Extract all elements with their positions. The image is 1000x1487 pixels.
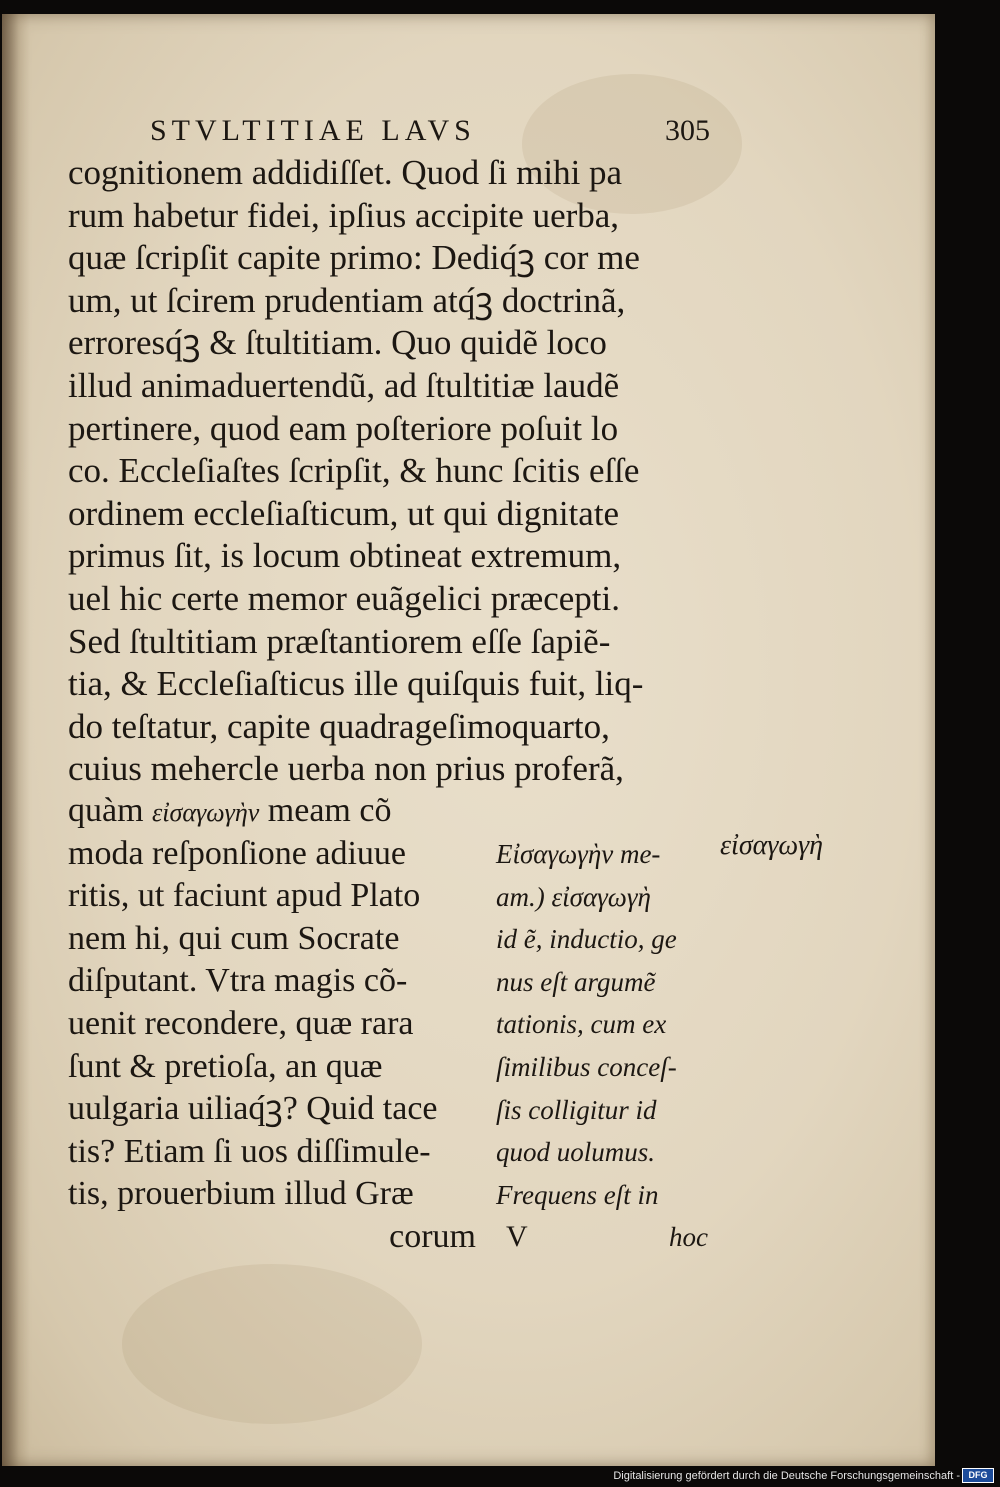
gloss-line: Εἰσαγωγὴν me- xyxy=(496,839,661,869)
gloss-line: am.) εἰσαγωγὴ xyxy=(496,881,651,912)
text-line: erroresq́ꝫ & ſtultitiam. Quo quidẽ loco xyxy=(68,323,607,363)
text-fragment: quàm xyxy=(68,792,153,829)
text-line: Sed ſtultitiam præſtantiorem eſſe ſapiẽ- xyxy=(68,621,611,661)
catchword-line: corum xyxy=(389,1217,476,1255)
text-line: diſputant. Vtra magis cõ- xyxy=(68,962,408,1000)
text-line: uenit recondere, quæ rara xyxy=(68,1004,414,1042)
left-text-column xyxy=(68,790,488,1259)
text-line: co. Eccleſiaſtes ſcripſit, & hunc ſcitis eſſe xyxy=(68,451,640,491)
text-line: uulgaria uiliaq́ꝫ? Quid tace xyxy=(68,1090,438,1128)
running-head-title: STVLTITIAE LAVS xyxy=(150,114,476,147)
text-fragment: meam cõ xyxy=(259,792,392,829)
text-line: ſunt & pretioſa, an quæ xyxy=(68,1047,383,1085)
gloss-line: id ẽ, inductio, ge xyxy=(496,924,677,955)
text-line: tis? Etiam ſi uos diſſimule- xyxy=(68,1132,431,1170)
gloss-catchword: hoc xyxy=(669,1222,708,1253)
text-line: quæ ſcripſit capite primo: Dediq́ꝫ cor me xyxy=(68,238,640,278)
text-line: primus ſit, is locum obtineat extremum, xyxy=(68,536,622,576)
text-line: pertinere, quod eam poſteriore poſuit lo xyxy=(68,408,619,448)
gloss-line: nus eſt argumẽ xyxy=(496,966,656,997)
running-head xyxy=(150,114,710,154)
text-line: ordinem eccleſiaſticum, ut qui dignitate xyxy=(68,493,620,533)
text-line: do teſtatur, capite quadrageſimoquarto, xyxy=(68,706,610,746)
gloss-line: ſimilibus conceſ- xyxy=(496,1051,677,1082)
text-line: nem hi, qui cum Socrate xyxy=(68,919,400,957)
text-line: illud animaduertendũ, ad ſtultitiæ laudẽ xyxy=(68,365,620,405)
text-line: tis, prouerbium illud Græ xyxy=(68,1175,414,1213)
text-line: rum habetur fidei, ipſius accipite uerba, xyxy=(68,195,620,235)
greek-word: εἰσαγωγὴν xyxy=(152,798,260,827)
dfg-logo: DFG xyxy=(962,1468,994,1483)
text-line xyxy=(68,790,488,833)
text-line: um, ut ſcirem prudentiam atq́ꝫ doctrinã, xyxy=(68,280,626,320)
digitization-credit: Digitalisierung gefördert durch die Deutsche Forschungsgemeinschaft - xyxy=(613,1470,960,1482)
gloss-line: tationis, cum ex xyxy=(496,1009,667,1040)
text-line: uel hic certe memor euãgelici præcepti. xyxy=(68,578,620,618)
gloss-line: ſis colligitur id xyxy=(496,1094,657,1125)
gloss-line: quod uolumus. xyxy=(496,1137,656,1168)
page-number: 305 xyxy=(665,114,710,147)
book-page xyxy=(2,14,935,1466)
text-line: cognitionem addidiſſet. Quod ſi mihi pa xyxy=(68,153,623,192)
margin-side-note: εἰσαγωγὴ xyxy=(720,830,824,861)
text-line: moda reſponſione adiuue xyxy=(68,834,407,872)
paper-stain xyxy=(122,1264,422,1424)
text-line: tia, & Eccleſiaſticus ille quiſquis fuit, liq- xyxy=(68,664,644,704)
main-text-block xyxy=(68,152,718,791)
page-gutter-shadow xyxy=(2,14,30,1466)
text-line: ritis, ut faciunt apud Plato xyxy=(68,877,421,915)
text-line: cuius mehercle uerba non prius proferã, xyxy=(68,749,624,789)
signature-mark: V xyxy=(506,1220,528,1254)
gloss-line: Frequens eſt in xyxy=(496,1179,659,1210)
signature-line xyxy=(496,1216,714,1259)
marginal-gloss-column xyxy=(496,833,714,1259)
